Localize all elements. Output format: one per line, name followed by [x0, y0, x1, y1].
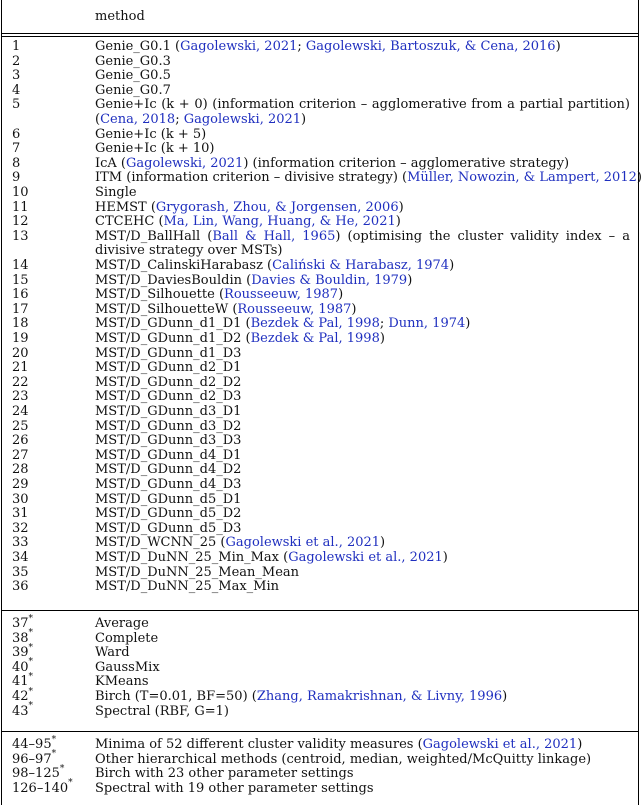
method-text: Average: [95, 616, 149, 631]
method-text: MST/D_GDunn_d3_D1: [95, 404, 242, 419]
row-number: 7: [12, 141, 21, 157]
method-text: Genie_G0.7: [95, 82, 171, 98]
method-description: [95, 675, 630, 690]
row-number: 32: [12, 520, 29, 536]
method-description: [95, 332, 630, 347]
citation-link[interactable]: Rousseeuw, 1987: [224, 287, 339, 303]
row-number: 12: [12, 214, 29, 230]
row-number: 13: [12, 228, 29, 244]
method-description: [95, 536, 630, 551]
citation-link[interactable]: Müller, Nowozin, & Lampert, 2012: [407, 170, 637, 186]
row-number: 27: [12, 447, 29, 463]
method-description: [95, 157, 630, 172]
citation-link[interactable]: Gagolewski et al., 2021: [225, 535, 381, 551]
citation-link[interactable]: Gagolewski, 2021: [180, 39, 298, 54]
method-description: [95, 661, 630, 676]
method-description: [95, 738, 630, 753]
row-number: 25: [12, 418, 29, 434]
method-description: [95, 580, 630, 595]
method-text: Spectral (RBF, G=1): [95, 703, 229, 719]
method-text: Genie_G0.5: [95, 68, 171, 84]
row-number: 44–95*: [12, 734, 57, 752]
table-right-border: [638, 0, 639, 805]
citation-link[interactable]: Davies & Bouldin, 1979: [251, 272, 408, 288]
method-description: [95, 288, 630, 303]
method-description: [95, 69, 630, 84]
row-number: 16: [12, 287, 29, 303]
row-number: 34: [12, 550, 29, 565]
asterisk-marker: *: [28, 657, 34, 668]
method-description: [95, 376, 630, 391]
method-text: HEMST (: [95, 199, 156, 215]
row-number: 31: [12, 506, 29, 522]
method-text: Birch with 23 other parameter settings: [95, 766, 354, 782]
row-number: 33: [12, 535, 29, 551]
row-number: 8: [12, 155, 21, 171]
method-text: Genie_G0.3: [95, 53, 171, 69]
method-text: ): [395, 214, 401, 230]
method-description: [95, 507, 630, 522]
method-text: ): [502, 689, 508, 704]
citation-link[interactable]: Gagolewski, 2021: [126, 155, 244, 171]
method-description: [95, 522, 630, 537]
citation-link[interactable]: Cena, 2018: [100, 111, 176, 127]
method-text: MST/D_DaviesBouldin (: [95, 272, 252, 288]
method-text: MST/D_Silhouette (: [95, 287, 225, 303]
citation-link[interactable]: Ma, Lin, Wang, Huang, & He, 2021: [163, 214, 396, 230]
asterisk-marker: *: [51, 749, 57, 760]
row-number: 35: [12, 564, 29, 580]
method-text: MST/D_SilhouetteW (: [95, 301, 238, 317]
method-description: [95, 40, 630, 55]
method-description: [95, 420, 630, 435]
asterisk-marker: *: [28, 672, 34, 683]
row-number: 11: [12, 199, 29, 215]
method-text: MST/D_DuNN_25_Max_Min: [95, 579, 280, 595]
row-number: 22: [12, 374, 29, 390]
method-text: ;: [379, 316, 389, 332]
method-text: MST/D_DuNN_25_Min_Max (: [95, 550, 289, 565]
citation-link[interactable]: Gagolewski et al., 2021: [422, 737, 578, 752]
header-rule: [1, 33, 639, 34]
asterisk-marker: *: [28, 686, 34, 697]
method-text: KMeans: [95, 674, 149, 690]
method-description: [95, 449, 630, 464]
method-description: [95, 361, 630, 376]
method-description: [95, 753, 630, 768]
method-text: Complete: [95, 630, 159, 646]
method-text: ITM (information criterion – divisive strategy) (: [95, 170, 408, 186]
method-description: [95, 646, 630, 661]
row-number: 26: [12, 433, 29, 449]
asterisk-marker: *: [28, 642, 34, 653]
method-text: Genie_G0.1 (: [95, 39, 181, 54]
method-text: MST/D_GDunn_d3_D3: [95, 433, 242, 449]
row-number: 6: [12, 126, 21, 142]
row-number: 4: [12, 82, 21, 98]
column-header-method: method: [95, 9, 145, 24]
method-text: ): [338, 287, 344, 303]
method-text: Minima of 52 different cluster validity measures (: [95, 737, 423, 752]
row-number: 3: [12, 68, 21, 84]
method-text: ): [449, 258, 455, 273]
method-text: MST/D_GDunn_d1_D3: [95, 345, 242, 361]
method-text: ): [379, 331, 385, 346]
row-number: 24: [12, 404, 29, 419]
table-left-border: [1, 0, 2, 805]
method-text: MST/D_BallHall (: [95, 228, 213, 244]
method-text: ): [465, 316, 471, 332]
method-description: [95, 478, 630, 493]
row-number: 42*: [12, 686, 34, 704]
method-text: ): [351, 301, 357, 317]
row-number: 43*: [12, 701, 34, 719]
method-text: MST/D_CalinskiHarabasz (: [95, 258, 273, 273]
row-number: 30: [12, 491, 29, 507]
method-text: MST/D_GDunn_d5_D2: [95, 506, 242, 522]
method-description: [95, 347, 630, 362]
row-number: 9: [12, 170, 21, 186]
row-number: 38*: [12, 628, 34, 646]
method-text: MST/D_GDunn_d4_D3: [95, 477, 242, 492]
row-number: 5: [12, 97, 21, 113]
method-description: [95, 98, 630, 127]
row-number: 40*: [12, 657, 34, 675]
row-number: 14: [12, 258, 29, 273]
method-description: [95, 201, 630, 216]
method-text: Genie+Ic (k + 0) (information criterion – agglomerative from a partial partition) (: [95, 97, 630, 127]
method-description: [95, 230, 630, 259]
asterisk-marker: *: [28, 628, 34, 639]
method-text: Other hierarchical methods (centroid, median, weighted/McQuitty linkage): [95, 751, 592, 767]
row-number: 36: [12, 579, 29, 595]
method-text: ): [555, 39, 561, 54]
method-text: MST/D_GDunn_d2_D3: [95, 389, 242, 405]
method-text: Genie+Ic (k + 5): [95, 126, 207, 142]
method-description: [95, 274, 630, 289]
method-description: [95, 170, 642, 186]
method-text: MST/D_GDunn_d1_D1 (: [95, 316, 251, 332]
asterisk-marker: *: [51, 734, 57, 745]
method-text: MST/D_GDunn_d2_D2: [95, 374, 242, 390]
method-text: ): [398, 199, 404, 215]
citation-link[interactable]: Gagolewski, 2021: [183, 111, 302, 127]
row-number: 96–97*: [12, 749, 57, 767]
row-number: 20: [12, 345, 29, 361]
method-text: ): [577, 737, 583, 752]
method-description: [95, 84, 630, 99]
row-number: 23: [12, 389, 29, 405]
method-description: [95, 566, 630, 581]
method-text: MST/D_GDunn_d3_D2: [95, 418, 242, 434]
method-description: [95, 767, 630, 782]
method-description: [95, 690, 630, 705]
method-text: GaussMix: [95, 659, 160, 675]
citation-link[interactable]: Gagolewski, Bartoszuk, & Cena, 2016: [305, 39, 556, 54]
row-number: 19: [12, 331, 29, 346]
method-text: MST/D_GDunn_d4_D1: [95, 447, 242, 463]
method-description: [95, 493, 630, 508]
citation-link[interactable]: Zhang, Ramakrishnan, & Livny, 1996: [256, 689, 503, 704]
row-number: 98–125*: [12, 763, 65, 782]
method-description: [95, 390, 630, 405]
group-separator: [1, 731, 639, 732]
method-text: ;: [297, 39, 306, 54]
citation-link[interactable]: Dunn, 1974: [388, 316, 466, 332]
method-text: Spectral with 19 other parameter settings: [95, 780, 374, 796]
row-number: 1: [12, 39, 21, 54]
row-number: 37*: [12, 613, 34, 631]
method-text: MST/D_GDunn_d5_D3: [95, 520, 242, 536]
method-text: MST/D_WCNN_25 (: [95, 535, 226, 551]
row-number: 10: [12, 185, 29, 200]
asterisk-marker: *: [59, 763, 65, 774]
method-text: ;: [175, 111, 184, 127]
method-description: [95, 303, 630, 318]
row-number: 18: [12, 316, 29, 332]
citation-link[interactable]: Rousseeuw, 1987: [237, 301, 352, 317]
method-text: ) (optimising the cluster validity index – a divisive strategy over MSTs): [95, 228, 630, 259]
method-text: Ward: [95, 645, 130, 661]
method-text: IcA (: [95, 155, 127, 171]
method-text: Single: [95, 185, 137, 200]
group-separator: [1, 610, 639, 611]
method-description: [95, 405, 630, 420]
method-description: [95, 434, 630, 449]
method-description: [95, 463, 630, 478]
method-description: [95, 128, 630, 143]
method-description: [95, 782, 630, 797]
method-description: [95, 551, 630, 566]
method-text: MST/D_DuNN_25_Mean_Mean: [95, 564, 300, 580]
method-text: MST/D_GDunn_d4_D2: [95, 462, 242, 478]
row-number: 39*: [12, 642, 34, 661]
method-description: [95, 617, 630, 632]
citation-link[interactable]: Ball & Hall, 1965: [212, 228, 336, 244]
method-description: [95, 705, 630, 720]
method-text: ): [380, 535, 386, 551]
method-description: [95, 632, 630, 647]
row-number: 21: [12, 360, 29, 376]
method-description: [95, 215, 630, 230]
citation-link[interactable]: Bezdek & Pal, 1998: [250, 316, 380, 332]
row-number: 15: [12, 272, 29, 288]
method-description: [95, 55, 630, 70]
citation-link[interactable]: Caliński & Harabasz, 1974: [272, 258, 450, 273]
method-text: ): [301, 111, 307, 127]
method-text: ) (information criterion – agglomerative strategy): [243, 155, 570, 171]
method-text: ): [442, 550, 448, 565]
method-text: ): [636, 170, 642, 186]
citation-link[interactable]: Bezdek & Pal, 1998: [250, 331, 380, 346]
method-text: Genie+Ic (k + 10): [95, 141, 215, 157]
row-number: 126–140*: [12, 778, 73, 796]
method-description: [95, 317, 630, 332]
row-number: 2: [12, 53, 21, 69]
row-number: 28: [12, 462, 29, 478]
citation-link[interactable]: Grygorash, Zhou, & Jorgensen, 2006: [155, 199, 399, 215]
row-number: 41*: [12, 672, 34, 690]
citation-link[interactable]: Gagolewski et al., 2021: [288, 550, 443, 565]
method-text: MST/D_GDunn_d2_D1: [95, 360, 242, 376]
method-text: MST/D_GDunn_d5_D1: [95, 491, 242, 507]
method-text: MST/D_GDunn_d1_D2 (: [95, 331, 251, 346]
method-text: ): [407, 272, 413, 288]
row-number: 17: [12, 301, 29, 317]
method-description: [95, 186, 630, 201]
asterisk-marker: *: [28, 613, 34, 624]
method-description: [95, 142, 630, 157]
method-description: [95, 259, 630, 274]
method-text: Birch (T=0.01, BF=50) (: [95, 689, 257, 704]
asterisk-marker: *: [68, 778, 73, 789]
row-number: 29: [12, 477, 29, 492]
asterisk-marker: *: [28, 701, 34, 712]
header-rule-double: [1, 36, 639, 37]
method-text: CTCEHC (: [95, 214, 164, 230]
